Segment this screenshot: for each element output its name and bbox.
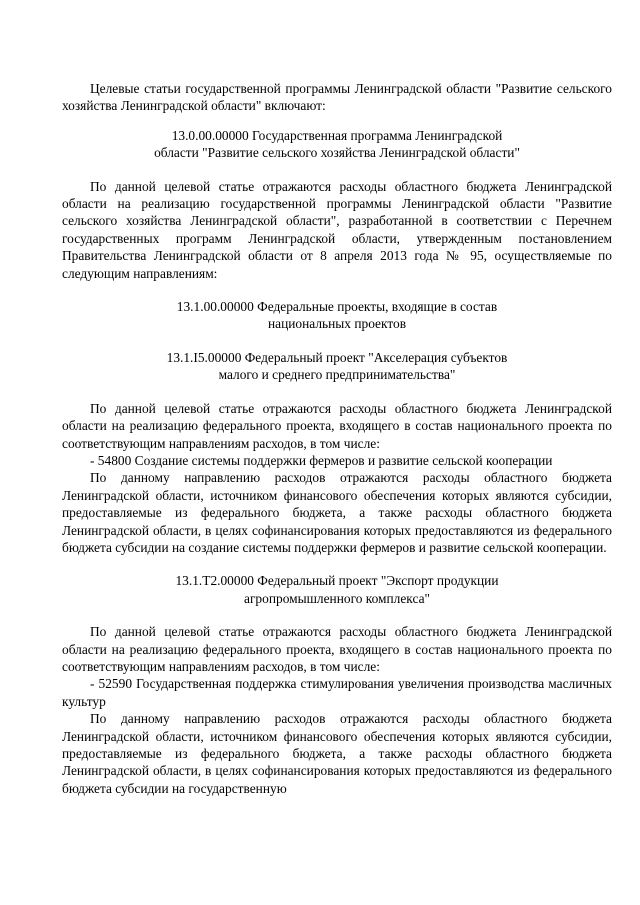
heading-federal-projects-line1: 13.1.00.00000 Федеральные проекты, входящие в состав bbox=[176, 299, 498, 315]
list-item-54800: - 54800 Создание системы поддержки фермеров и развитие сельской кооперации bbox=[90, 452, 553, 468]
heading-program bbox=[62, 127, 612, 162]
heading-acceleration-project bbox=[62, 349, 612, 384]
expense-direction-paragraph-1: По данному направлению расходов отражаются расходы областного бюджета Ленинградской области, источником финансового обеспечения которых являются субсидии, предоставляемые из федерального бюджета, а также расходы областного бюджета Ленинградской области, в целях софинансирования которых предоставляются из федерального бюджета субсидии на создание системы поддержки фермеров и развитие сельской кооперации. bbox=[62, 470, 612, 555]
heading-federal-projects bbox=[62, 298, 612, 333]
heading-acceleration-line2: малого и среднего предпринимательства" bbox=[218, 367, 456, 383]
acceleration-description-paragraph: По данной целевой статье отражаются расходы областного бюджета Ленинградской области на реализацию федерального проекта, входящего в состав национального проекта по соответствующим направлениям расходов, в том числе: bbox=[62, 400, 612, 451]
intro-paragraph: Целевые статьи государственной программы Ленинградской области "Развитие сельского хозяйства Ленинградской области" включают: bbox=[62, 81, 612, 114]
heading-export-project bbox=[62, 572, 612, 607]
heading-program-line2: области "Развитие сельского хозяйства Ленинградской области" bbox=[154, 145, 520, 161]
expense-direction-paragraph-2: По данному направлению расходов отражаются расходы областного бюджета Ленинградской области, источником финансового обеспечения которых являются субсидии, предоставляемые из федерального бюджета, а также расходы областного бюджета Ленинградской области, в целях софинансирования которых предоставляются из федерального бюджета субсидии на государственную bbox=[62, 711, 612, 796]
heading-export-line1: 13.1.T2.00000 Федеральный проект "Экспорт продукции bbox=[175, 573, 499, 589]
program-description-paragraph: По данной целевой статье отражаются расходы областного бюджета Ленинградской области на реализацию государственной программы Ленинградской области "Развитие сельского хозяйства Ленинградской области", разработанной в соответствии с Перечнем государственных программ Ленинградской области, утвержденным постановлением Правительства Ленинградской области от 8 апреля 2013 года № 95, осуществляемые по следующим направлениям: bbox=[62, 178, 612, 281]
heading-federal-projects-line2: национальных проектов bbox=[267, 316, 407, 332]
heading-program-line1: 13.0.00.00000 Государственная программа Ленинградской bbox=[171, 127, 503, 143]
list-item-52590: - 52590 Государственная поддержка стимулирования увеличения производства масличных культур bbox=[62, 676, 612, 709]
heading-export-line2: агропромышленного комплекса" bbox=[244, 590, 430, 606]
export-description-paragraph: По данной целевой статье отражаются расходы областного бюджета Ленинградской области на реализацию федерального проекта, входящего в состав национального проекта по соответствующим направлениям расходов, в том числе: bbox=[62, 624, 612, 674]
document-page bbox=[62, 80, 612, 797]
heading-acceleration-line1: 13.1.I5.00000 Федеральный проект "Акселерация субъектов bbox=[166, 349, 508, 365]
